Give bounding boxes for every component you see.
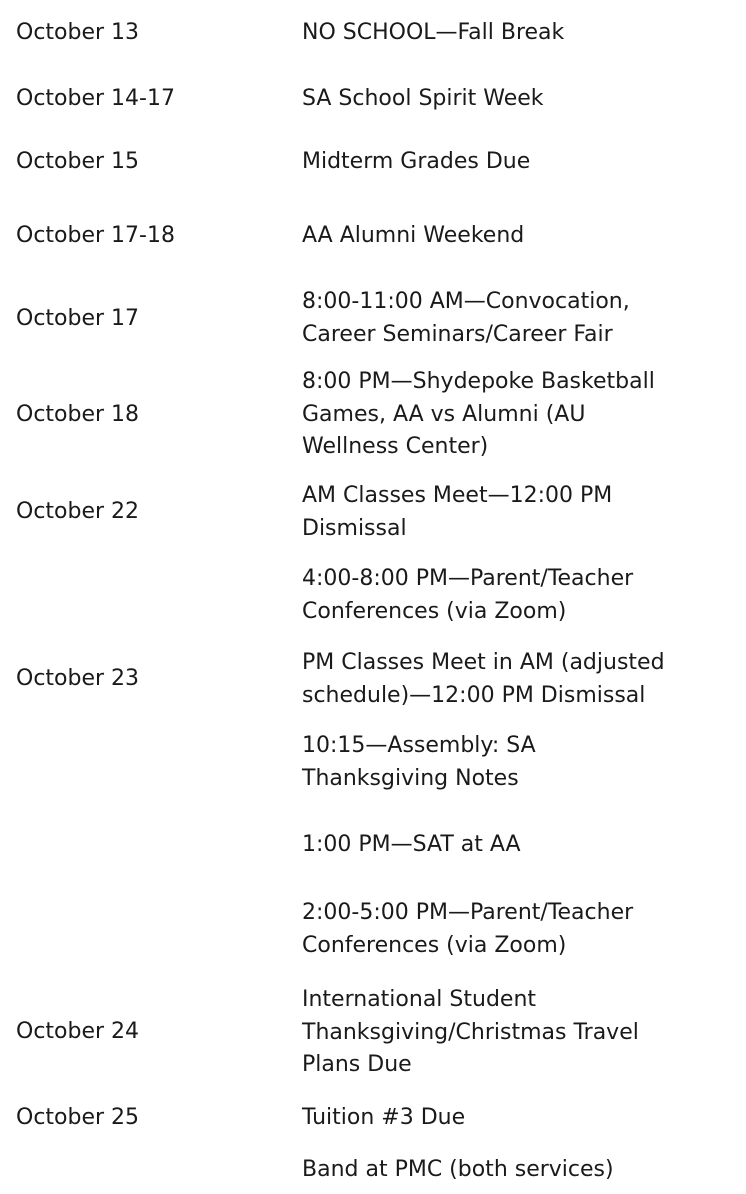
date-cell: October 14-17 — [16, 86, 175, 111]
event-line: AM Classes Meet—12:00 PM — [302, 483, 613, 508]
event-text — [302, 480, 722, 545]
event-text — [302, 146, 722, 179]
date-cell: October 17-18 — [16, 223, 175, 248]
date-cell: October 22 — [16, 499, 140, 524]
event-line: SA School Spirit Week — [302, 86, 544, 111]
event-text — [302, 829, 722, 862]
date-cell: October 18 — [16, 402, 140, 427]
event-text — [302, 897, 722, 962]
event-line: Conferences (via Zoom) — [302, 932, 567, 958]
event-line: Plans Due — [302, 1052, 412, 1077]
event-line: AA Alumni Weekend — [302, 223, 525, 248]
date-cell: October 24 — [16, 1019, 140, 1044]
event-text — [302, 83, 722, 116]
event-line: International Student — [302, 987, 537, 1012]
event-text — [302, 1102, 722, 1135]
event-text — [302, 563, 722, 628]
event-text — [302, 286, 722, 351]
event-line: Tuition #3 Due — [302, 1105, 466, 1130]
event-line: 2:00-5:00 PM—Parent/Teacher — [302, 900, 634, 925]
event-text — [302, 220, 722, 253]
event-line: 8:00 PM—Shydepoke Basketball — [302, 369, 655, 394]
event-text — [302, 17, 722, 50]
event-line: Midterm Grades Due — [302, 149, 531, 174]
event-line: PM Classes Meet in AM (adjusted — [302, 650, 665, 675]
date-cell: October 23 — [16, 666, 140, 691]
event-line: Band at PMC (both services) — [302, 1157, 614, 1182]
event-line: Thanksgiving Notes — [302, 765, 519, 791]
event-line: Dismissal — [302, 515, 407, 541]
event-text — [302, 647, 722, 712]
date-cell: October 15 — [16, 149, 140, 174]
event-text — [302, 730, 722, 795]
date-cell: October 25 — [16, 1105, 140, 1130]
date-cell: October 13 — [16, 20, 140, 45]
event-line: 8:00-11:00 AM—Convocation, — [302, 289, 630, 314]
event-line: Games, AA vs Alumni (AU — [302, 401, 586, 427]
event-line: 10:15—Assembly: SA — [302, 733, 536, 758]
event-line: schedule)—12:00 PM Dismissal — [302, 682, 646, 708]
event-line: NO SCHOOL—Fall Break — [302, 20, 565, 45]
date-cell: October 17 — [16, 306, 140, 331]
event-line: Career Seminars/Career Fair — [302, 321, 613, 347]
event-text — [302, 366, 722, 464]
event-text — [302, 1154, 722, 1187]
event-text — [302, 984, 722, 1082]
event-line: Wellness Center) — [302, 434, 489, 459]
event-line: Conferences (via Zoom) — [302, 598, 567, 624]
event-line: 1:00 PM—SAT at AA — [302, 832, 521, 857]
event-line: Thanksgiving/Christmas Travel — [302, 1019, 639, 1045]
event-line: 4:00-8:00 PM—Parent/Teacher — [302, 566, 634, 591]
